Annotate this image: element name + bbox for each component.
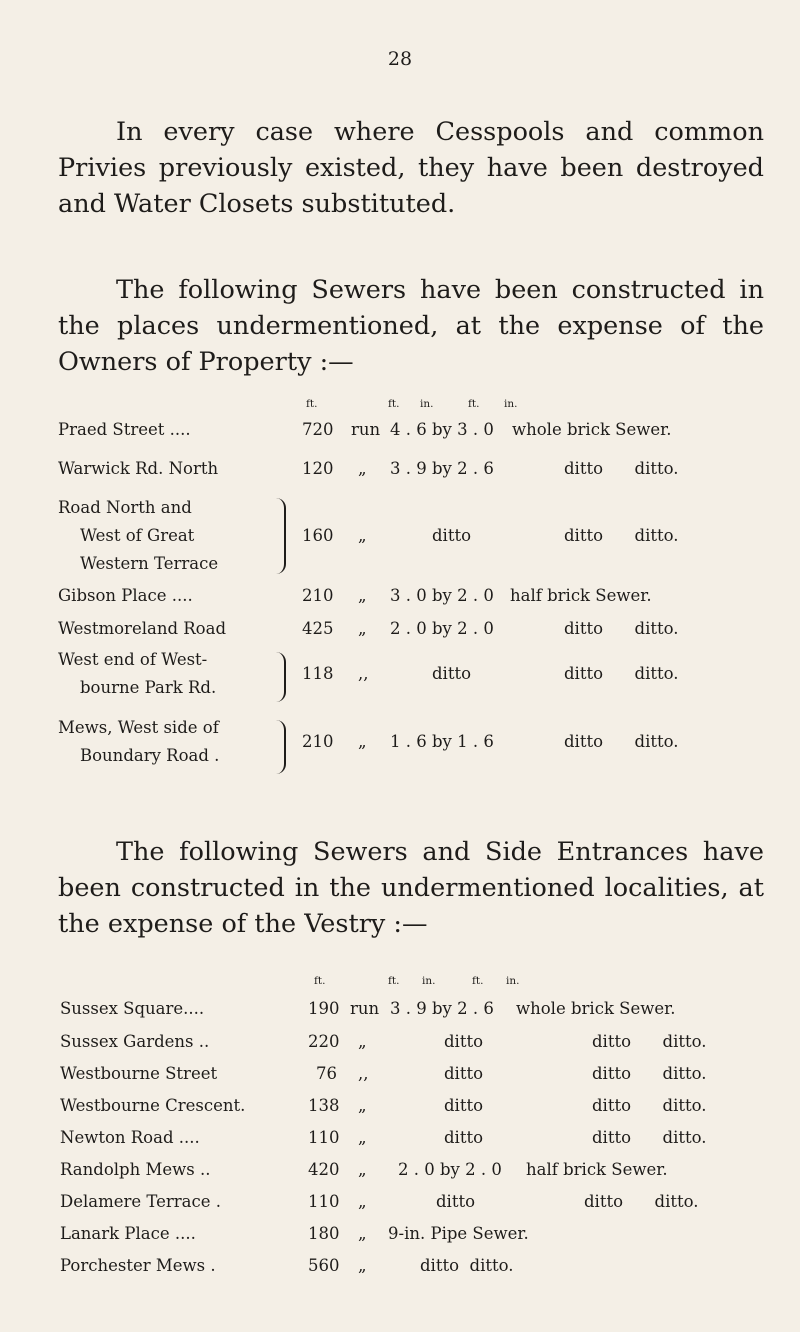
run-label: „	[358, 459, 367, 478]
dimensions: 3 . 0 by 2 . 0	[390, 586, 494, 605]
place-name: Gibson Place ....	[58, 586, 193, 605]
sewer-kind: half brick Sewer.	[526, 1160, 668, 1179]
dimensions: ditto	[444, 1064, 484, 1083]
run-label: „	[358, 586, 367, 605]
place-name: Westbourne Street	[60, 1064, 218, 1083]
table-row	[58, 1096, 770, 1120]
dimensions: ditto	[432, 526, 472, 545]
place-name: Westmoreland Road	[58, 619, 227, 638]
length-ft: 210	[302, 732, 334, 751]
unit-in: in.	[422, 975, 436, 987]
unit-ft: ft.	[306, 398, 318, 410]
table-row	[58, 1032, 770, 1056]
paragraph-sewers-vestry: The following Sewers and Side Entrances have been constructed in the undermentioned localities, at the expense of the Vestry :—	[58, 837, 764, 939]
length-ft: 138	[308, 1096, 340, 1115]
brace-bracket	[270, 720, 286, 774]
run-label: ,,	[358, 664, 369, 683]
unit-ft: ft.	[468, 398, 480, 410]
unit-ft: ft.	[388, 975, 400, 987]
table-row	[58, 1128, 770, 1152]
place-name: Praed Street ....	[58, 420, 191, 439]
sewer-kind: ditto ditto.	[592, 1128, 707, 1147]
table-row	[58, 1064, 770, 1088]
sewer-kind: ditto ditto.	[592, 1032, 707, 1051]
length-ft: 110	[308, 1192, 340, 1211]
length-ft: 110	[308, 1128, 340, 1147]
place-name: Westbourne Crescent.	[60, 1096, 246, 1115]
sewer-kind: ditto ditto.	[592, 1096, 707, 1115]
dimensions: 2 . 0 by 2 . 0	[398, 1160, 502, 1179]
sewer-kind: ditto ditto.	[592, 1064, 707, 1083]
table-row	[58, 999, 770, 1023]
place-name: West of Great	[80, 526, 195, 545]
run-label: „	[358, 1192, 367, 1211]
sewer-kind: ditto ditto.	[584, 1192, 699, 1211]
place-name: West end of West-	[58, 650, 208, 669]
dimensions: ditto	[432, 664, 472, 683]
dimensions: ditto	[444, 1096, 484, 1115]
length-ft: 210	[302, 586, 334, 605]
length-ft: 220	[308, 1032, 340, 1051]
length-ft: 190	[308, 999, 340, 1018]
run-label: „	[358, 732, 367, 751]
brace-bracket	[270, 498, 286, 574]
length-ft: 160	[302, 526, 334, 545]
table-row	[58, 498, 770, 576]
run-label: „	[358, 619, 367, 638]
length-ft: 425	[302, 619, 334, 638]
paragraph-cesspools: In every case where Cesspools and common Privies previously existed, they have been destroyed and Water Closets substituted.	[58, 117, 764, 219]
length-ft: 118	[302, 664, 334, 683]
length-ft: 560	[308, 1256, 340, 1275]
length-ft: 120	[302, 459, 334, 478]
dimensions: 2 . 0 by 2 . 0	[390, 619, 494, 638]
unit-ft: ft.	[314, 975, 326, 987]
table-row	[58, 619, 770, 643]
units-header	[58, 975, 770, 999]
sewer-kind: ditto ditto.	[564, 459, 679, 478]
unit-in: in.	[506, 975, 520, 987]
dimensions: ditto	[436, 1192, 476, 1211]
unit-ft: ft.	[472, 975, 484, 987]
place-name: Boundary Road .	[80, 746, 220, 765]
place-name: Randolph Mews ..	[60, 1160, 211, 1179]
run-label: „	[358, 1160, 367, 1179]
page-number: 28	[387, 48, 413, 70]
table-row	[58, 1256, 770, 1280]
place-name: Road North and	[58, 498, 192, 517]
sewer-kind: ditto ditto.	[564, 664, 679, 683]
paragraph-sewers-owners: The following Sewers have been constructed in the places undermentioned, at the expense of the Owners of Property :—	[58, 275, 764, 377]
unit-ft: ft.	[388, 398, 400, 410]
dimensions: 1 . 6 by 1 . 6	[390, 732, 494, 751]
dimensions: 3 . 9 by 2 . 6	[390, 999, 494, 1018]
unit-in: in.	[420, 398, 434, 410]
dimensions: 3 . 9 by 2 . 6	[390, 459, 494, 478]
length-ft: 76	[316, 1064, 337, 1083]
place-name: Sussex Square....	[60, 999, 205, 1018]
run-label: run	[350, 999, 380, 1018]
sewer-kind: ditto ditto.	[564, 619, 679, 638]
dimensions: ditto	[444, 1128, 484, 1147]
dimensions: ditto ditto.	[420, 1256, 514, 1275]
table-row	[58, 1160, 770, 1184]
place-name: Mews, West side of	[58, 718, 219, 737]
place-name: Lanark Place ....	[60, 1224, 196, 1243]
table-row	[58, 1224, 770, 1248]
place-name: Warwick Rd. North	[58, 459, 219, 478]
run-label: „	[358, 1032, 367, 1051]
table-row	[58, 650, 770, 706]
table-row	[58, 420, 770, 444]
dimensions: 9-in. Pipe Sewer.	[388, 1224, 529, 1243]
run-label: „	[358, 1224, 367, 1243]
run-label: „	[358, 526, 367, 545]
length-ft: 720	[302, 420, 334, 439]
sewer-kind: ditto ditto.	[564, 526, 679, 545]
place-name: Sussex Gardens ..	[60, 1032, 210, 1051]
dimensions: ditto	[444, 1032, 484, 1051]
place-name: bourne Park Rd.	[80, 678, 217, 697]
table-row	[58, 718, 770, 774]
table-row	[58, 1192, 770, 1216]
length-ft: 420	[308, 1160, 340, 1179]
run-label: run	[351, 420, 381, 439]
table-row	[58, 586, 770, 610]
place-name: Newton Road ....	[60, 1128, 200, 1147]
run-label: „	[358, 1096, 367, 1115]
sewer-kind: half brick Sewer.	[510, 586, 652, 605]
run-label: „	[358, 1256, 367, 1275]
unit-in: in.	[504, 398, 518, 410]
table-row	[58, 459, 770, 483]
units-header	[58, 398, 770, 422]
dimensions: 4 . 6 by 3 . 0	[390, 420, 494, 439]
sewer-kind: whole brick Sewer.	[512, 420, 672, 439]
brace-bracket	[270, 652, 286, 702]
run-label: „	[358, 1128, 367, 1147]
sewer-kind: whole brick Sewer.	[516, 999, 676, 1018]
run-label: ,,	[358, 1064, 369, 1083]
place-name: Western Terrace	[80, 554, 219, 573]
place-name: Delamere Terrace .	[60, 1192, 222, 1211]
place-name: Porchester Mews .	[60, 1256, 216, 1275]
length-ft: 180	[308, 1224, 340, 1243]
sewer-kind: ditto ditto.	[564, 732, 679, 751]
